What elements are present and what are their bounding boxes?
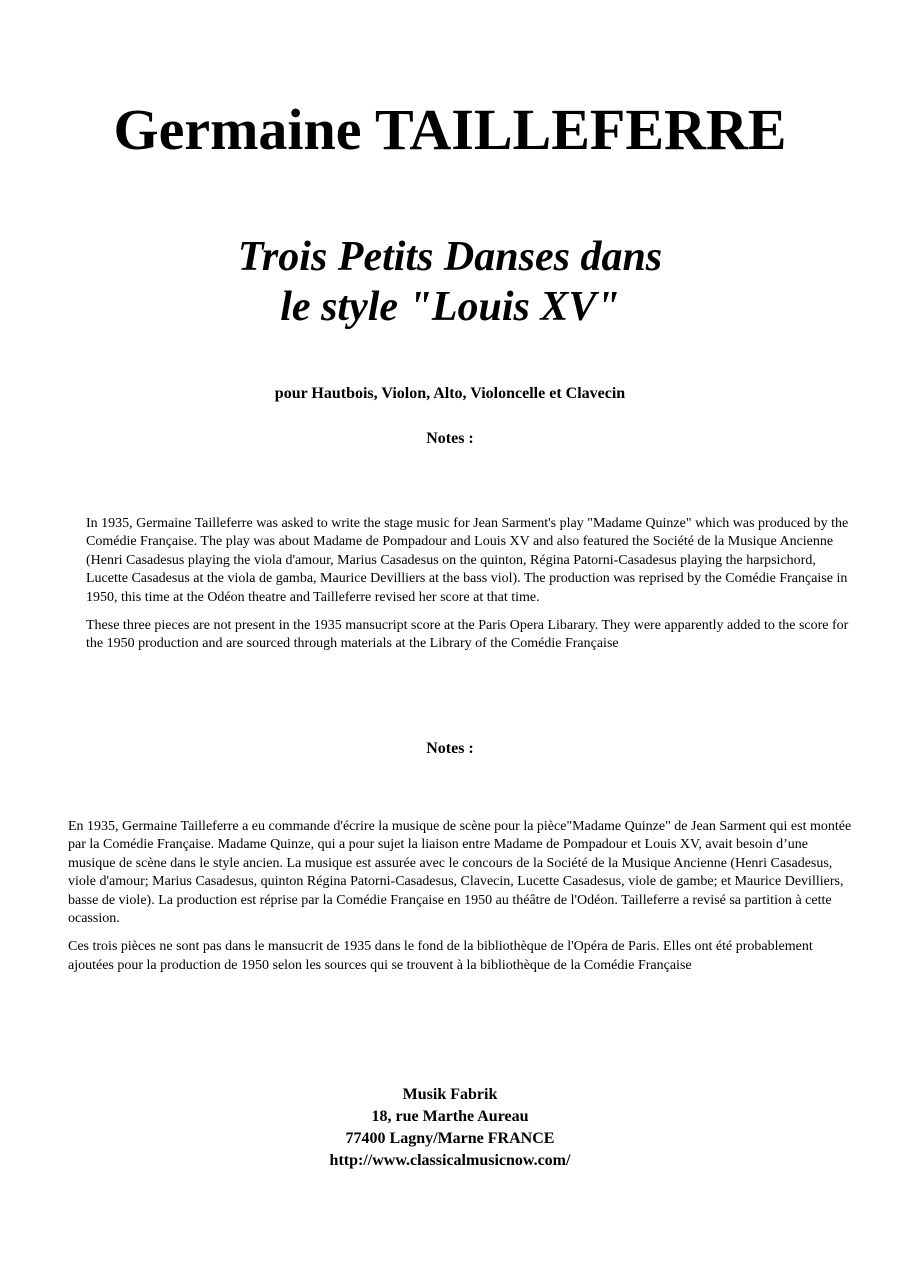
composer-name: Germaine TAILLEFERRE [113, 97, 787, 162]
notes-heading-french: Notes : [426, 740, 474, 757]
work-title-line-2: le style "Louis XV" [280, 284, 620, 330]
instrumentation: pour Hautbois, Violon, Alto, Violoncelle et Clavecin [274, 385, 626, 402]
notes-english-paragraph-1: In 1935, Germaine Tailleferre was asked to write the stage music for Jean Sarment's play "Madame Quinze" which was produced by the Comédie Française. The play was about Madame de Pompadour and Louis XV and also featured the Société de la Musique Ancienne (Henri Casadesus playing the viola d'amour, Marius Casadesus on the quinton, Régina Patorni-Casadesus playing the harpsichord, Lucette Casadesus at the viola de gamba, Maurice Devilliers at the bass viol). The production was reprised by the Comédie Française in 1950, this time at the Odéon theatre and Tailleferre revised her score at that time. [86, 516, 849, 605]
notes-english [86, 515, 856, 664]
publisher-name: Musik Fabrik [402, 1086, 498, 1103]
publisher-website-link[interactable]: http://www.classicalmusicnow.com/ [329, 1152, 571, 1169]
work-title-line-1: Trois Petits Danses dans [237, 234, 663, 280]
notes-english-paragraph-2: These three pieces are not present in the 1935 mansucript score at the Paris Opera Libarary. They were apparently added to the score for the 1950 production and are sourced through materials at the Library of the Comédie Française [86, 618, 849, 652]
publisher-block [0, 1084, 900, 1172]
notes-french [68, 818, 858, 985]
notes-french-paragraph-2: Ces trois pièces ne sont pas dans le mansucrit de 1935 dans le fond de la bibliothèque de l'Opéra de Paris. Elles ont été probablement ajoutées pour la production de 1950 selon les sources qui se trouvent à la bibliothèque de la Comédie Française [68, 939, 813, 973]
publisher-city: 77400 Lagny/Marne FRANCE [345, 1130, 555, 1147]
notes-french-paragraph-1: En 1935, Germaine Tailleferre a eu commande d'écrire la musique de scène pour la pièce"Madame Quinze" de Jean Sarment qui est montée par la Comédie Française. Madame Quinze, qui a pour sujet la liaison entre Madame de Pompadour et Louis XV, avait besoin d’une musique de scène dans le style ancien. La musique est assurée avec le concours de la Société de la Musique Ancienne (Henri Casadesus, viole d'amour; Marius Casadesus, quinton Régina Patorni-Casadesus, Clavecin, Lucette Casadesus, viole de gambe; et Maurice Devilliers, basse de viole). La production est réprise par la Comédie Française en 1950 au théâtre de l'Odéon. Tailleferre a revisé sa partition à cette ocassion. [68, 819, 852, 927]
publisher-street: 18, rue Marthe Aureau [371, 1108, 529, 1125]
notes-heading-english: Notes : [426, 430, 474, 447]
work-title [0, 232, 900, 332]
